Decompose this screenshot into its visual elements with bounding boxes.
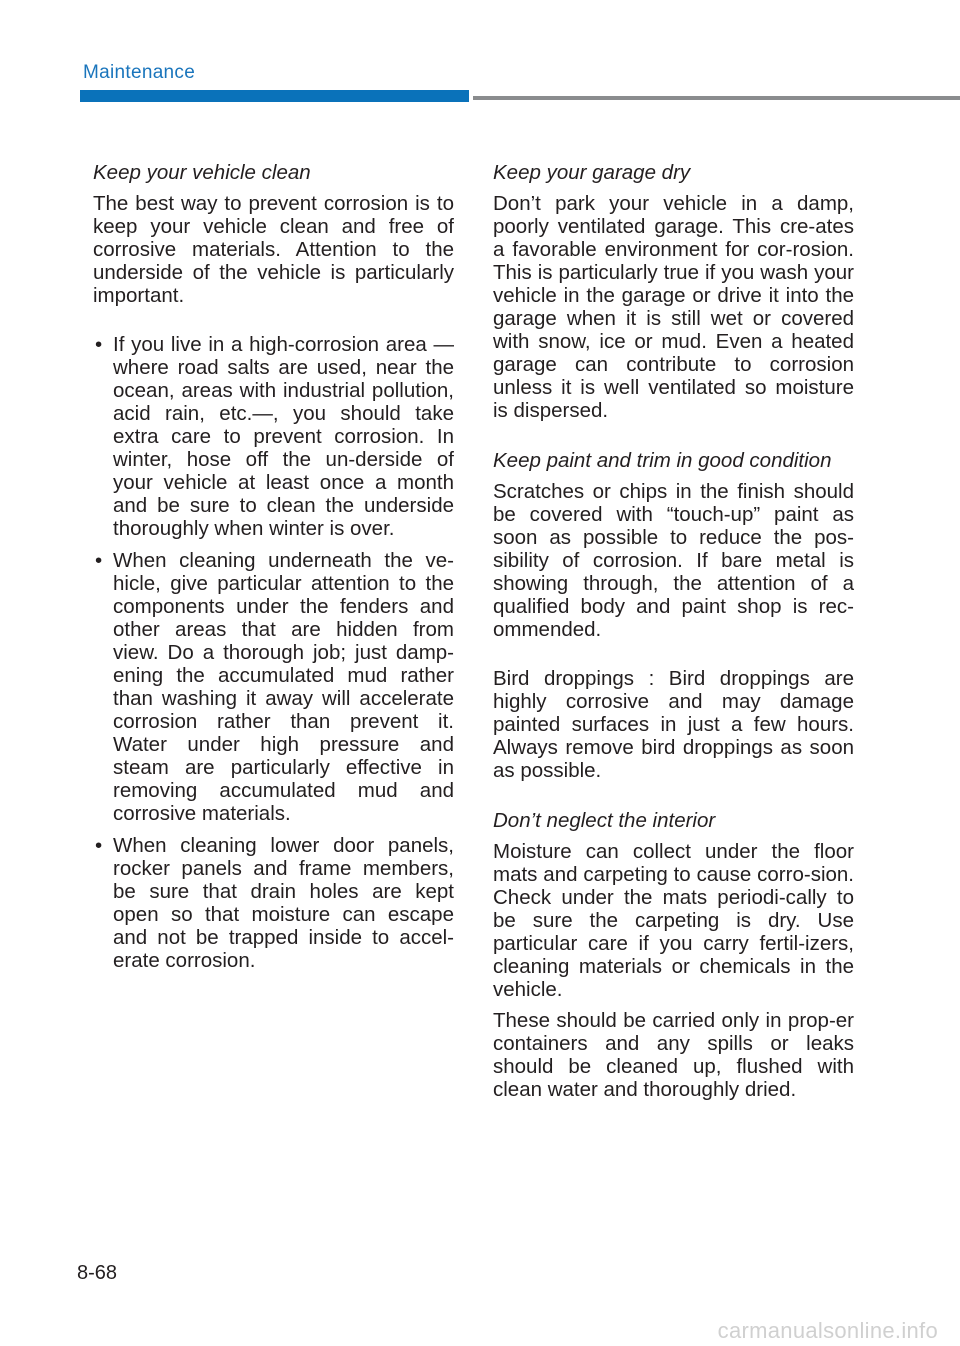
right-column <box>493 160 854 1101</box>
paragraph-bird-droppings: Bird droppings : Bird droppings are highly corrosive and may damage painted surfaces in just a few hours. Always remove bird droppings as soon as possible. <box>493 667 854 782</box>
bullet-list <box>93 333 454 972</box>
header-rule-accent <box>80 90 469 102</box>
heading-interior: Don’t neglect the interior <box>493 809 716 832</box>
list-item: • If you live in a high-corrosion area — where road salts are used, near the ocean, areas with industrial pollution, acid rain, etc.—, you should take extra care to prevent corrosion. In winter, hose off the un-derside of your vehicle at least once a month and be sure to clean the underside thoroughly when winter is over. <box>95 333 454 540</box>
page-number: 8-68 <box>77 1262 118 1284</box>
bullet-icon: • <box>95 834 103 857</box>
heading-keep-clean: Keep your vehicle clean <box>93 161 311 184</box>
paragraph-interior-moisture: Moisture can collect under the floor mats and carpeting to cause corro-sion. Check under the mats periodi-cally to be sure the carpeting is dry. Use particular care if you carry fertil-izers, cleaning materials or chemicals in the vehicle. <box>493 840 854 1001</box>
heading-garage-dry: Keep your garage dry <box>493 161 691 184</box>
paragraph-garage: Don’t park your vehicle in a damp, poorly ventilated garage. This cre-ates a favorable environment for cor-rosion. This is particularly true if you wash your vehicle in the garage or drive it into the garage when it is still wet or covered with snow, ice or mud. Even a heated garage can contribute to corrosion unless it is well ventilated so moisture is dispersed. <box>493 192 854 422</box>
paragraph-paint: Scratches or chips in the finish should be covered with “touch-up” paint as soon as possible to reduce the pos-sibility of corrosion. If bare metal is showing through, the attention of a qualified body and paint shop is rec-ommended. <box>493 480 854 641</box>
bullet-icon: • <box>95 549 103 572</box>
list-item: • When cleaning lower door panels, rocker panels and frame members, be sure that drain holes are kept open so that moisture can escape and not be trapped inside to accel-erate corrosion. <box>95 834 454 972</box>
header-rule-gray <box>473 96 960 100</box>
bullet-icon: • <box>95 333 103 356</box>
section-title: Maintenance <box>83 62 196 83</box>
paragraph-interior-containers: These should be carried only in prop-er containers and any spills or leaks should be cleaned up, flushed with clean water and thoroughly dried. <box>493 1009 854 1101</box>
watermark: carmanualsonline.info <box>717 1318 938 1343</box>
list-item: • When cleaning underneath the ve-hicle, give particular attention to the components under the fenders and other areas that are hidden from view. Do a thorough job; just damp-ening the accumulated mud rather than washing it away will accelerate corrosion rather than prevent it. Water under high pressure and steam are particularly effective in removing accumulated mud and corrosive materials. <box>95 549 454 825</box>
paragraph-intro: The best way to prevent corrosion is to keep your vehicle clean and free of corrosive materials. Attention to the underside of the vehicle is particularly important. <box>93 192 454 307</box>
heading-paint-trim: Keep paint and trim in good condition <box>493 449 832 472</box>
left-column <box>93 160 454 981</box>
